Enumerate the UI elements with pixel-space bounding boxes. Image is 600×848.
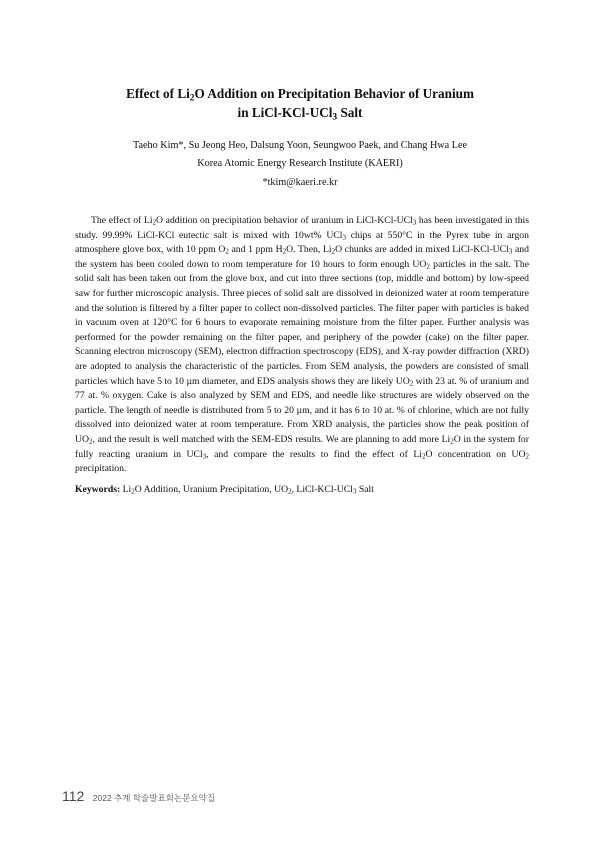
chemical-subscript: 2	[426, 262, 430, 271]
text-run: has been investigated in this study. 99.99% LiCl-KCl eutectic salt is mixed with 10wt% UCl	[75, 215, 530, 241]
text-run: O chunks are added in mixed LiCl-KCl-UCl	[335, 244, 509, 256]
text-run: , and compare the results to find the effect of Li	[206, 448, 422, 460]
keywords-label: Keywords:	[75, 484, 121, 495]
chemical-subscript: 3	[412, 218, 417, 227]
text-run: , LiCl-KCl-UCl	[291, 484, 353, 495]
paper-title	[60, 84, 540, 122]
chemical-subscript: 2	[450, 437, 454, 446]
text-run: The effect of Li	[91, 215, 153, 226]
title-text: Effect of Li	[126, 86, 190, 101]
chemical-subscript: 2	[89, 437, 93, 446]
keywords-values	[120, 484, 374, 495]
text-run: particles in the salt. The solid salt has been taken out from the glove box, and cut into three sections (top, middle and bottom) by low-speed saw for further microscopic analysis. Three pieces of solid salt are dissolved in deionized water at room temperature and the solution is filtered by a filter paper to collect non-dissolved particles. The filter paper with particles is baked in vacuum oven at 120°C for 6 hours to evaporate remaining moisture from the filter paper. Further analysis was performed for the powder remaining on the filter paper, and periphery of the powder (cake) on the filter paper. Scanning electron microscopy (SEM), electron diffraction spectroscopy (EDS), and X-ray powder diffraction (XRD) are adopted to analysis the characteristic of the particles. From SEM analysis, the powders are consisted of small particles which have 5 to 10 µm diameter, and EDS analysis shows they are likely UO	[75, 258, 529, 387]
text-run: precipitation.	[75, 463, 127, 475]
proceedings-name: 2022 추계 학술발표회논문요약집	[92, 793, 215, 803]
text-run: and 1 ppm H	[228, 244, 283, 256]
chemical-subscript: 2	[421, 452, 426, 461]
affiliation: Korea Atomic Energy Research Institute (KAERI)	[197, 158, 403, 169]
chemical-subscript: 2	[409, 379, 414, 388]
chemical-subscript: 3	[202, 452, 207, 461]
chemical-subscript: 3	[508, 247, 513, 256]
text-run: O concentration on UO	[425, 448, 526, 460]
chemical-subscript: 2	[331, 247, 336, 256]
chemical-subscript: 2	[525, 452, 529, 461]
text-run: Salt	[356, 484, 374, 495]
text-run: O. Then, Li	[286, 244, 332, 256]
text-run: chips at 550°C in the Pyrex tube in argon atmosphere glove box, with 10 ppm O	[75, 229, 529, 256]
chemical-subscript: 2	[288, 487, 292, 496]
text-run: with 23 at. % of uranium and 77 at. % oxygen. Cake is also analyzed by SEM and EDS, and needle like structures are widely observed on the particle. The length of needle is distributed from 5 to 20 µm, and it has 6 to 10 at. % of chlorine, which are not fully dissolved into deionized water at room temperature. From XRD analysis, the particles show the peak position of UO	[75, 375, 529, 445]
title-line-1	[60, 84, 540, 103]
text-run: Li	[120, 484, 132, 495]
abstract-body	[75, 214, 529, 477]
text-run: O in the system for fully reacting uranium in UCl	[75, 433, 529, 460]
text-run: O Addition, Uranium Precipitation, UO	[134, 484, 289, 495]
title-text: in LiCl-KCl-UCl	[237, 105, 333, 120]
title-text: O Addition on Precipitation Behavior of Uranium	[194, 86, 474, 101]
chemical-subscript: 2	[131, 487, 135, 496]
chemical-subscript: 3	[352, 487, 357, 496]
author-list: Taeho Kim*, Su Jeong Heo, Dalsung Yoon, Seungwoo Paek, and Chang Hwa Lee	[132, 140, 468, 151]
chemical-subscript: 2	[282, 247, 287, 256]
title-text: Salt	[337, 105, 363, 120]
title-line-2	[60, 103, 540, 122]
keywords-line	[75, 483, 529, 497]
chemical-subscript: 2	[152, 218, 157, 227]
chemical-subscript: 2	[225, 247, 229, 256]
title-subscript: 3	[332, 112, 338, 123]
page-footer	[62, 788, 215, 806]
text-run: , and the result is well matched with the SEM-EDS results. We are planning to add more Li	[92, 433, 451, 445]
text-run: O addition on precipitation behavior of uranium in LiCl-KCl-UCl	[156, 215, 413, 226]
title-subscript: 2	[189, 93, 195, 104]
page-number: 112	[62, 788, 85, 804]
contact-email: *tkim@kaeri.re.kr	[262, 177, 338, 188]
chemical-subscript: 3	[342, 233, 346, 242]
text-run: and the system has been cooled down to room temperature for 10 hours to form enough UO	[75, 244, 529, 270]
